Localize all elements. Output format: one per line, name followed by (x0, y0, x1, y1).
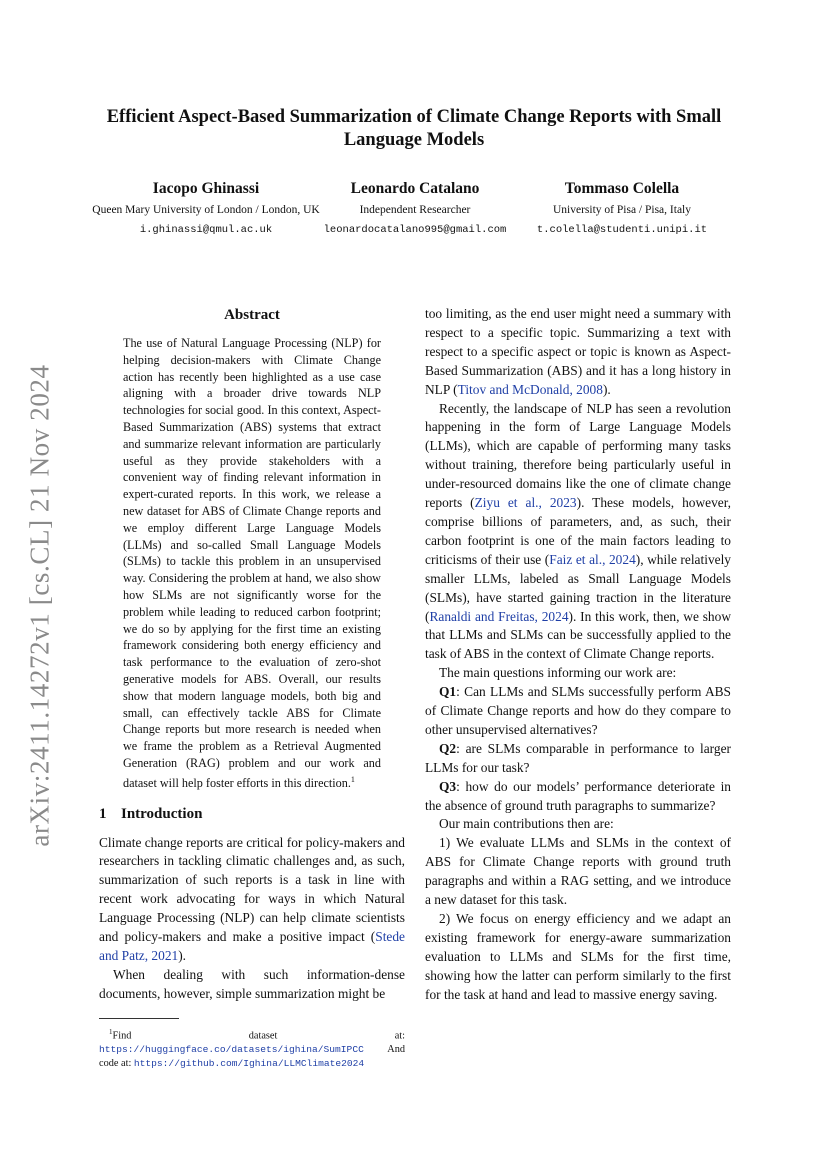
citation-link[interactable]: Stede and Patz, 2021 (99, 929, 405, 964)
paper-title: Efficient Aspect-Based Summarization of Climate Change Reports with Small Language Models (106, 107, 722, 150)
author-email[interactable]: t.colella@studenti.unipi.it (536, 224, 708, 236)
author-email[interactable]: i.ghinassi@qmul.ac.uk (139, 224, 273, 236)
citation-link[interactable]: Titov and McDonald, 2008 (457, 381, 603, 397)
author-affiliation: Independent Researcher (359, 204, 471, 216)
intro-paragraph-3: Recently, the landscape of NLP has seen a revolution happening in the form of Large Language Models (LLMs), which are capable of performing many tasks without training, therefore being particularly useful in under-resourced domains like the one of climate change reports (Ziyu et al., 2023). These models, however, comprise billions of parameters, and, as such, their carbon footprint is one of the main factors leading to criticisms of their use (Faiz et al., 2024), while relatively smaller LLMs, labeled as Small Language Models (SLMs), have started gaining traction in the literature (Ranaldi and Freitas, 2024). In this work, then, we show that LLMs and SLMs can be successfully applied to the task of ABS in the context of Climate Change reports. (425, 400, 731, 662)
question-label: Q1 (439, 684, 457, 700)
author-3 (520, 179, 724, 238)
intro-paragraph-2-cont: too limiting, as the end user might need a summary with respect to a specific topic. Summarizing a text with respect to a specific aspect or topic is known as Aspect-Based Summarization (ABS) and it has a long history in NLP (Titov and McDonald, 2008). (425, 306, 731, 397)
section-number: 1 (99, 805, 107, 822)
author-email[interactable]: leonardocatalano995@gmail.com (323, 224, 507, 236)
footnote-divider (99, 1018, 179, 1019)
footnote: $^1$Find dataset at: https://huggingface.co/datasets/ighina/SumIPCC And code at: https://github.com/Ighina/LLMClimate2024 (99, 1027, 405, 1070)
abstract-text: The use of Natural Language Processing (NLP) for helping decision-makers with Climate Change action has recently been highlighted as a use case aligning with a broader drive towards NLP technologies for social good. In this context, Aspect-Based Summarization (ABS) systems that extract and summarize relevant information are particularly useful as they provide stakeholders with a convenient way of finding relevant information in expert-curated reports. In this work, we release a new dataset for ABS of Climate Change reports and we employ different Large Language Models (LLMs) and so-called Small Language Models (SLMs) to tackle this problem in an unsupervised way. Considering the problem at hand, we also show how SLMs are not significantly worse for the problem while leading to reduced carbon footprint; we do so by applying for the first time an existing framework considering both energy efficiency and task performance to the evaluation of zero-shot generative models for ABS. Overall, our results show that modern language models, both big and small, can effectively tackle ABS for Climate Change reports but more research is needed when we frame the problem as a Retrieval Augmented Generation (RAG) problem and our work and dataset will help foster efforts in this direction.$^1$ (123, 336, 381, 790)
citation-link[interactable]: Ranaldi and Freitas, 2024 (429, 608, 569, 624)
author-name: Leonardo Catalano (350, 180, 480, 197)
question-3: Q3: how do our models’ performance deteriorate in the absence of ground truth paragraphs to summarize? (425, 778, 731, 813)
dataset-link[interactable]: https://huggingface.co/datasets/ighina/SumIPCC (99, 1044, 364, 1056)
footnote-mark[interactable]: 1 (350, 774, 355, 784)
author-2 (315, 179, 515, 238)
abstract-heading: Abstract (224, 307, 280, 323)
contribution-2: 2) We focus on energy efficiency and we adapt an existing framework for energy-aware summarization evaluation to LLMs and SLMs for the first time, showing how the latter can perform similarly to the first for the task at hand and lead to massive energy saving. (425, 911, 731, 1002)
intro-paragraph-4: The main questions informing our work are: (439, 665, 677, 681)
section-heading-introduction (99, 804, 405, 824)
question-label: Q2 (439, 740, 457, 756)
question-1: Q1: Can LLMs and SLMs successfully perform ABS of Climate Change reports and how do they compare to other unsupervised alternatives? (425, 684, 731, 737)
author-affiliation: Queen Mary University of London / London, UK (92, 204, 320, 216)
right-column (425, 305, 731, 1005)
arxiv-identifier: arXiv:2411.14272v1 [cs.CL] 21 Nov 2024 (24, 363, 55, 847)
question-2: Q2: are SLMs comparable in performance to larger LLMs for our task? (425, 740, 731, 775)
author-name: Tommaso Colella (564, 180, 680, 197)
intro-paragraph-2-start: When dealing with such information-dense documents, however, simple summarization might be (99, 966, 405, 1001)
citation-link[interactable]: Ziyu et al., 2023 (474, 495, 577, 511)
left-column (99, 305, 405, 1071)
author-affiliation: University of Pisa / Pisa, Italy (553, 204, 691, 216)
citation-link[interactable]: Faiz et al., 2024 (549, 551, 636, 567)
section-title: Introduction (121, 805, 203, 822)
contribution-1: 1) We evaluate LLMs and SLMs in the context of ABS for Climate Change reports with ground truth paragraphs and within a RAG setting, and we introduce a new dataset for this task. (425, 835, 731, 908)
code-link[interactable]: https://github.com/Ighina/LLMClimate2024 (133, 1058, 365, 1070)
author-1 (80, 179, 332, 238)
author-name: Iacopo Ghinassi (152, 180, 260, 197)
intro-paragraph-1: Climate change reports are critical for policy-makers and researchers in tackling climatic challenges and, as such, summarization of such reports is a task in line with recent work advocating for ways in which Natural Language Processing (NLP) can help climate scientists and policy-makers and make a positive impact (Stede and Patz, 2021). (99, 834, 405, 964)
intro-paragraph-5: Our main contributions then are: (439, 816, 614, 832)
question-label: Q3 (439, 778, 457, 794)
